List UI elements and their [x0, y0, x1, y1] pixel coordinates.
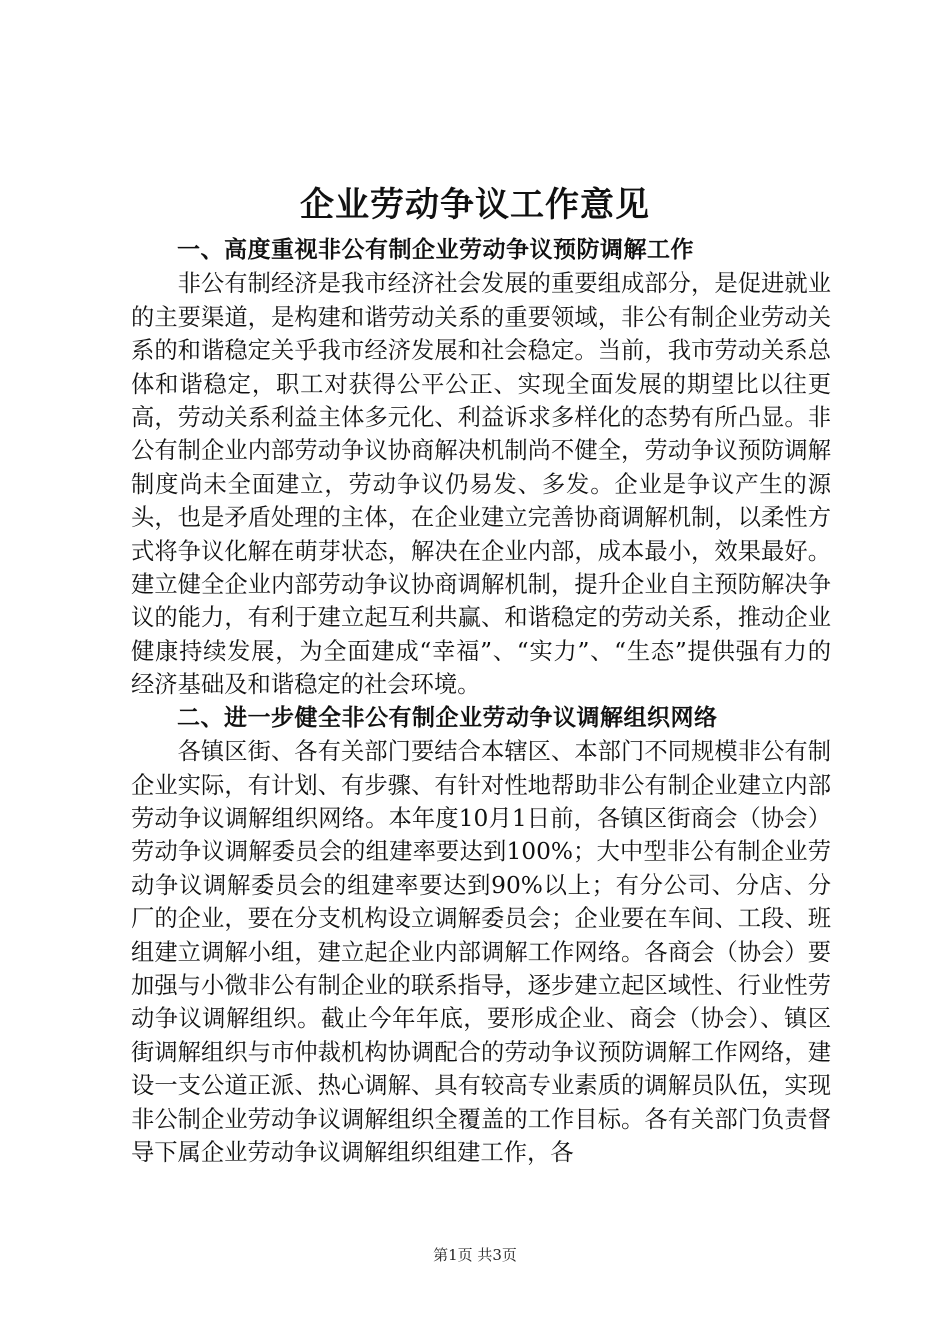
section-2-paragraph: 各镇区街、各有关部门要结合本辖区、本部门不同规模非公有制企业实际，有计划、有步骤、有针对性地帮助非公有制企业建立内部劳动争议调解组织网络。本年度10月1日前，各镇区街商会（协会）劳动争议调解委员会的组建率要达到100%；大中型非公有制企业劳动争议调解委员会的组建率要达到90%以上；有分公司、分店、分厂的企业，要在分支机构设立调解委员会；企业要在车间、工段、班组建立调解小组，建立起企业内部调解工作网络。各商会（协会）要加强与小微非公有制企业的联系指导，逐步建立起区域性、行业性劳动争议调解组织。截止今年年底，要形成企业、商会（协会）、镇区街调解组织与市仲裁机构协调配合的劳动争议预防调解工作网络，建设一支公道正派、热心调解、具有较高专业素质的调解员队伍，实现非公制企业劳动争议调解组织全覆盖的工作目标。各有关部门负责督导下属企业劳动争议调解组织组建工作，各	[131, 738, 831, 1166]
document-title: 企业劳动争议工作意见	[300, 185, 650, 225]
section-1-paragraph: 非公有制经济是我市经济社会发展的重要组成部分，是促进就业的主要渠道，是构建和谐劳动关系的重要领域，非公有制企业劳动关系的和谐稳定关乎我市经济发展和社会稳定。当前，我市劳动关系总体和谐稳定，职工对获得公平公正、实现全面发展的期望比以往更高，劳动关系利益主体多元化、利益诉求多样化的态势有所凸显。非公有制企业内部劳动争议协商解决机制尚不健全，劳动争议预防调解制度尚未全面建立，劳动争议仍易发、多发。企业是争议产生的源头，也是矛盾处理的主体，在企业建立完善协商调解机制，以柔性方式将争议化解在萌芽状态，解决在企业内部，成本最小，效果最好。建立健全企业内部劳动争议协商调解机制，提升企业自主预防解决争议的能力，有利于建立起互利共赢、和谐稳定的劳动关系，推动企业健康持续发展，为全面建成“幸福”、“实力”、“生态”提供强有力的经济基础及和谐稳定的社会环境。	[131, 270, 831, 699]
section-2-heading: 二、进一步健全非公有制企业劳动争议调解组织网络	[177, 704, 718, 731]
document-body	[131, 234, 831, 1169]
section-1-heading: 一、高度重视非公有制企业劳动争议预防调解工作	[177, 237, 694, 263]
page-footer: 第1页 共3页	[433, 1246, 517, 1264]
